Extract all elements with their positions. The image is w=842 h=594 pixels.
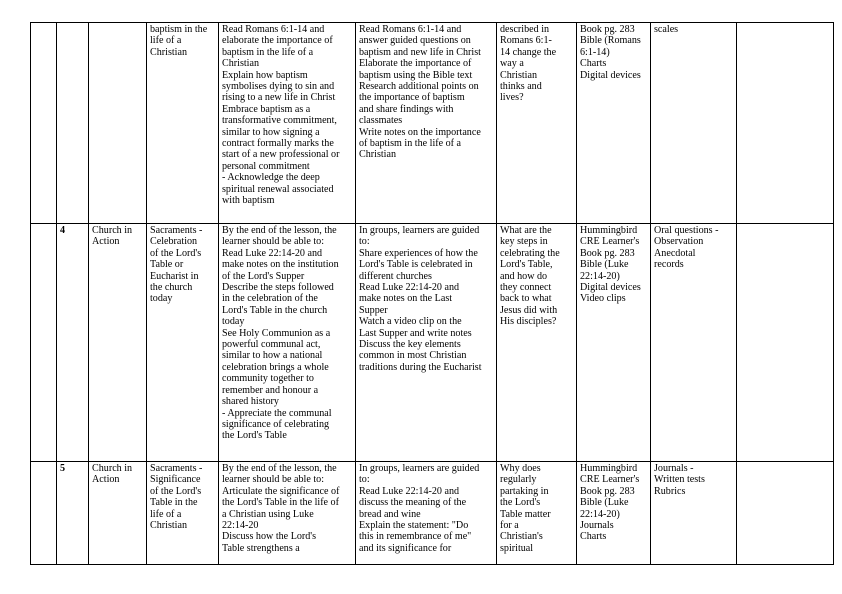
cell-line: community together to [222,373,314,385]
cell-line: baptism and new life in Christ [359,46,481,58]
cell-line: Read Romans 6:1-14 and [222,24,325,35]
cell-line: Celebration [150,236,198,248]
cell-line: 22:14-20) [580,508,620,520]
cell-line: Discuss how the Lord's [222,531,317,543]
resources-cell [577,462,651,565]
cell-line: Explain how baptism [222,69,308,81]
cell-line: - Appreciate the communal [222,407,332,419]
week-number: 4 [60,225,66,236]
cell-line: By the end of the lesson, the [222,225,337,236]
cell-line: Bible (Luke [580,259,629,271]
week-cell [57,23,89,224]
cell-line: common in most Christian [359,350,467,362]
cell-line: celebration brings a whole [222,361,329,373]
cell-line: of the Lord's [150,247,202,259]
cell-line: Journals - [654,463,694,474]
cell-line: Charts [580,58,607,70]
cell-line: Video clips [580,293,626,305]
lesson-plan-table [30,22,834,565]
cell-line: Discuss the key elements [359,339,461,351]
cell-line: Table strengthens a [222,542,300,554]
cell-line: Explain the statement: "Do [359,520,469,532]
cell-line: In groups, learners are guided [359,225,480,236]
week-cell [57,224,89,462]
cell-line: records [654,259,684,271]
cell-line: Read Romans 6:1-14 and [359,24,462,35]
cell-line: Research additional points on [359,81,479,93]
cell-line: Share experiences of how the [359,247,478,259]
cell-line: Supper [359,304,388,316]
cell-line: celebrating the [500,247,560,259]
cell-line: described in [500,24,550,35]
cell-line: Romans 6:1- [500,35,552,47]
cell-line: CRE Learner's [580,474,640,486]
cell-line: Action [92,474,120,486]
sub-strand-cell [147,462,219,565]
learning-experiences-cell [356,224,497,462]
cell-line: Christian [150,46,188,58]
cell-line: significance of celebrating [222,418,330,430]
cell-line: Sacraments - [150,463,203,474]
cell-line: 22:14-20 [222,520,259,532]
sub-strand-cell [147,224,219,462]
cell-line: Rubrics [654,485,686,497]
cell-line: See Holy Communion as a [222,327,331,339]
cell-line: the importance of baptism [359,92,465,104]
cell-line: Table or [150,259,184,271]
cell-line: thinks and [500,81,542,93]
cell-line: spiritual [500,542,534,554]
cell-line: today [222,316,245,328]
cell-line: the Lord's Table [222,430,287,442]
cell-line: spiritual renewal associated [222,183,334,195]
cell-line: CRE Learner's [580,236,640,248]
cell-line: Christian [500,69,538,81]
cell-line: the Lord's [500,497,541,509]
cell-line: Write notes on the importance [359,126,481,138]
cell-line: back to what [500,293,552,305]
cell-line: make notes on the institution [222,259,339,271]
cell-line: of the Lord's [150,485,202,497]
cell-line: baptism in the [150,24,208,35]
cell-line: they connect [500,282,552,294]
cell-line: different churches [359,270,432,282]
cell-line: life of a [150,35,182,47]
cell-line: and share findings with [359,103,454,115]
learning-outcomes-cell [219,462,356,565]
cell-line: Christian's [500,531,543,543]
cell-line: symbolises dying to sin and [222,81,335,93]
cell-line: the church [150,282,193,294]
cell-line: Book pg. 283 [580,24,635,35]
cell-line: Bible (Luke [580,497,629,509]
cell-line: classmates [359,115,403,127]
cell-line: baptism using the Bible text [359,69,473,81]
cell-line: transformative commitment, [222,115,337,127]
reflection-cell [737,224,834,462]
table-row [31,224,834,462]
strand-cell [89,462,147,565]
table-row [31,23,834,224]
cell-line: His disciples? [500,316,557,328]
cell-line: similar to how a national [222,350,323,362]
assessment-cell [651,23,737,224]
cell-line: scales [654,24,679,35]
cell-line: with baptism [222,195,275,207]
resources-cell [577,224,651,462]
cell-line: key steps in [500,236,548,248]
cell-line: Observation [654,236,704,248]
cell-line: Significance [150,474,201,486]
key-inquiry-cell [497,224,577,462]
cell-line: answer guided questions on [359,35,471,47]
cell-line: the Lord's Table in the life of [222,497,339,509]
cell-line: Christian [359,149,397,161]
cell-line: similar to how signing a [222,126,320,138]
cell-line: Describe the steps followed [222,282,334,294]
cell-line: Articulate the significance of [222,485,340,497]
cell-line: By the end of the lesson, the [222,463,337,474]
cell-line: regularly [500,474,537,486]
cell-line: and its significance for [359,542,452,554]
cell-line: this in remembrance of me" [359,531,472,543]
key-inquiry-cell [497,462,577,565]
blank-cell [31,462,57,565]
cell-line: Eucharist in [150,270,199,282]
cell-line: Read Luke 22:14-20 and [359,282,460,294]
cell-line: Christian [150,520,188,532]
cell-line: a Christian using Luke [222,508,314,520]
cell-line: powerful communal act, [222,339,321,351]
cell-line: and how do [500,270,548,282]
cell-line: Watch a video clip on the [359,316,462,328]
cell-line: shared history [222,396,279,408]
assessment-cell [651,224,737,462]
cell-line: to: [359,236,370,248]
cell-line: Embrace baptism as a [222,103,311,115]
strand-cell [89,224,147,462]
cell-line: Book pg. 283 [580,485,635,497]
cell-line: Lord's Table in the church [222,304,328,316]
cell-line: Table in the [150,497,198,509]
cell-line: Why does [500,463,541,474]
cell-line: Bible (Romans [580,35,641,47]
cell-line: baptism in the life of a [222,46,314,58]
reflection-cell [737,23,834,224]
cell-line: personal commitment [222,160,310,172]
sub-strand-cell [147,23,219,224]
cell-line: bread and wine [359,508,421,520]
cell-line: start of a new professional or [222,149,340,161]
cell-line: Anecdotal [654,247,696,259]
cell-line: Hummingbird [580,225,638,236]
cell-line: of the Lord's Supper [222,270,305,282]
cell-line: Book pg. 283 [580,247,635,259]
cell-line: learner should be able to: [222,474,325,486]
blank-cell [31,224,57,462]
cell-line: Journals [580,520,614,532]
cell-line: Digital devices [580,69,641,81]
cell-line: discuss the meaning of the [359,497,467,509]
learning-outcomes-cell [219,23,356,224]
resources-cell [577,23,651,224]
cell-line: Jesus did with [500,304,558,316]
cell-line: 22:14-20) [580,270,620,282]
cell-line: for a [500,520,519,532]
cell-line: Written tests [654,474,705,486]
cell-line: Christian [222,58,260,70]
cell-line: What are the [500,225,552,236]
cell-line: Church in [92,463,133,474]
cell-line: make notes on the Last [359,293,453,305]
cell-line: Sacraments - [150,225,203,236]
cell-line: Table matter [500,508,551,520]
cell-line: Elaborate the importance of [359,58,472,70]
cell-line: Charts [580,531,607,543]
cell-line: Last Supper and write notes [359,327,472,339]
cell-line: 6:1-14) [580,46,610,58]
cell-line: learner should be able to: [222,236,325,248]
cell-line: remember and honour a [222,384,319,396]
cell-line: In groups, learners are guided [359,463,480,474]
cell-line: Hummingbird [580,463,638,474]
cell-line: Lord's Table, [500,259,553,271]
assessment-cell [651,462,737,565]
learning-outcomes-cell [219,224,356,462]
strand-cell [89,23,147,224]
cell-line: Lord's Table is celebrated in [359,259,473,271]
cell-line: life of a [150,508,182,520]
blank-cell [31,23,57,224]
key-inquiry-cell [497,23,577,224]
cell-line: Digital devices [580,282,641,294]
learning-experiences-cell [356,462,497,565]
cell-line: 14 change the [500,46,557,58]
cell-line: today [150,293,173,305]
cell-line: partaking in [500,485,549,497]
reflection-cell [737,462,834,565]
learning-experiences-cell [356,23,497,224]
cell-line: rising to a new life in Christ [222,92,336,104]
table-row [31,462,834,565]
cell-line: traditions during the Eucharist [359,361,482,373]
cell-line: in the celebration of the [222,293,318,305]
cell-line: way a [500,58,524,70]
cell-line: Read Luke 22:14-20 and [222,247,323,259]
cell-line: Church in [92,225,133,236]
cell-line: Action [92,236,120,248]
week-number: 5 [60,463,66,474]
cell-line: - Acknowledge the deep [222,172,320,184]
cell-line: Read Luke 22:14-20 and [359,485,460,497]
cell-line: of baptism in the life of a [359,138,462,150]
cell-line: elaborate the importance of [222,35,333,47]
cell-line: lives? [500,92,524,104]
cell-line: to: [359,474,370,486]
cell-line: contract formally marks the [222,138,334,150]
week-cell [57,462,89,565]
cell-line: Oral questions - [654,225,719,236]
